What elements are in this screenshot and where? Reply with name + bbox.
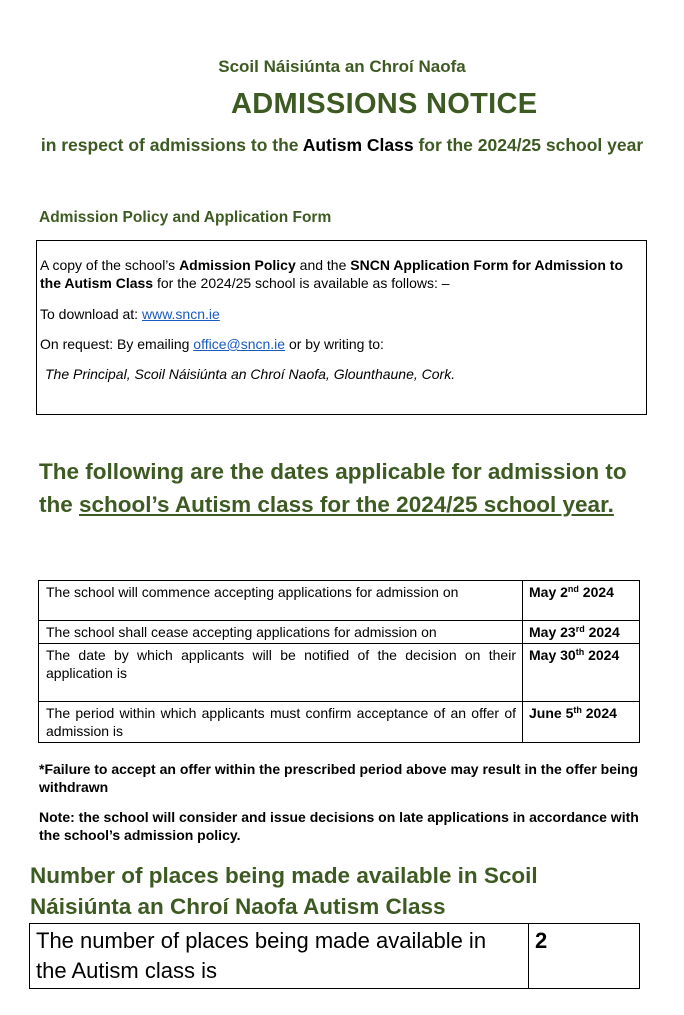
request-line xyxy=(40,335,640,353)
places-table xyxy=(29,923,640,989)
date-description: The date by which applicants will be notified of the decision on their application is xyxy=(39,644,523,702)
date-description: The school shall cease accepting applications for admission on xyxy=(39,621,523,644)
policy-text-c: and the xyxy=(295,257,351,273)
table-row xyxy=(30,924,640,989)
policy-text-a: A copy of the school’s xyxy=(40,257,180,273)
school-name: Scoil Náisiúnta an Chroí Naofa xyxy=(218,57,466,76)
date-value: May 2nd 2024 xyxy=(523,581,640,621)
postal-address: The Principal, Scoil Náisiúnta an Chroí Naofa, Glounthaune, Cork. xyxy=(45,366,456,382)
date-description: The period within which applicants must confirm acceptance of an offer of admission is xyxy=(39,702,523,743)
notice-subtitle xyxy=(32,134,652,157)
policy-text-d: SNCN Application Form for Admission to the Autism Class xyxy=(40,257,624,291)
late-applications-note: Note: the school will consider and issue decisions on late applications in accordance with the school’s admission policy. xyxy=(39,809,639,843)
failure-note: *Failure to accept an offer within the prescribed period above may result in the offer being withdrawn xyxy=(39,761,639,795)
request-label: On request: By emailing xyxy=(40,336,194,352)
policy-text-e: for the 2024/25 school is available as follows: – xyxy=(153,275,450,291)
subtitle-pre: in respect of admissions to the xyxy=(40,135,303,155)
dates-table xyxy=(38,580,640,743)
table-row xyxy=(39,644,640,702)
website-link[interactable]: www.sncn.ie xyxy=(141,306,220,322)
subtitle-post: for the 2024/25 school year xyxy=(413,135,644,155)
table-row xyxy=(39,581,640,621)
download-label: To download at: xyxy=(40,306,142,322)
date-value: May 23rd 2024 xyxy=(523,621,640,644)
policy-availability-text xyxy=(40,256,640,292)
policy-box xyxy=(36,240,647,415)
date-description: The school will commence accepting applications for admission on xyxy=(39,581,523,621)
table-row xyxy=(39,702,640,743)
table-row xyxy=(39,621,640,644)
date-value: June 5th 2024 xyxy=(523,702,640,743)
places-heading xyxy=(30,860,538,922)
dates-heading xyxy=(39,455,649,521)
request-post: or by writing to: xyxy=(285,336,384,352)
subtitle-bold: Autism Class xyxy=(302,135,414,155)
places-heading-line2: Náisiúnta an Chroí Naofa Autism Class xyxy=(30,894,446,919)
dates-heading-underlined: school’s Autism class for the 2024/25 school year. xyxy=(79,492,614,517)
places-count: 2 xyxy=(529,924,640,989)
policy-text-b: Admission Policy xyxy=(179,257,296,273)
policy-heading: Admission Policy and Application Form xyxy=(39,209,332,226)
places-heading-line1: Number of places being made available in Scoil xyxy=(30,863,538,888)
notice-title: ADMISSIONS NOTICE xyxy=(231,88,538,120)
email-link[interactable]: office@sncn.ie xyxy=(193,336,286,352)
places-label: The number of places being made available in the Autism class is xyxy=(30,924,529,989)
download-line xyxy=(40,305,640,323)
date-value: May 30th 2024 xyxy=(523,644,640,702)
dates-heading-plain: The following are the dates applicable for admission to the xyxy=(39,459,627,517)
